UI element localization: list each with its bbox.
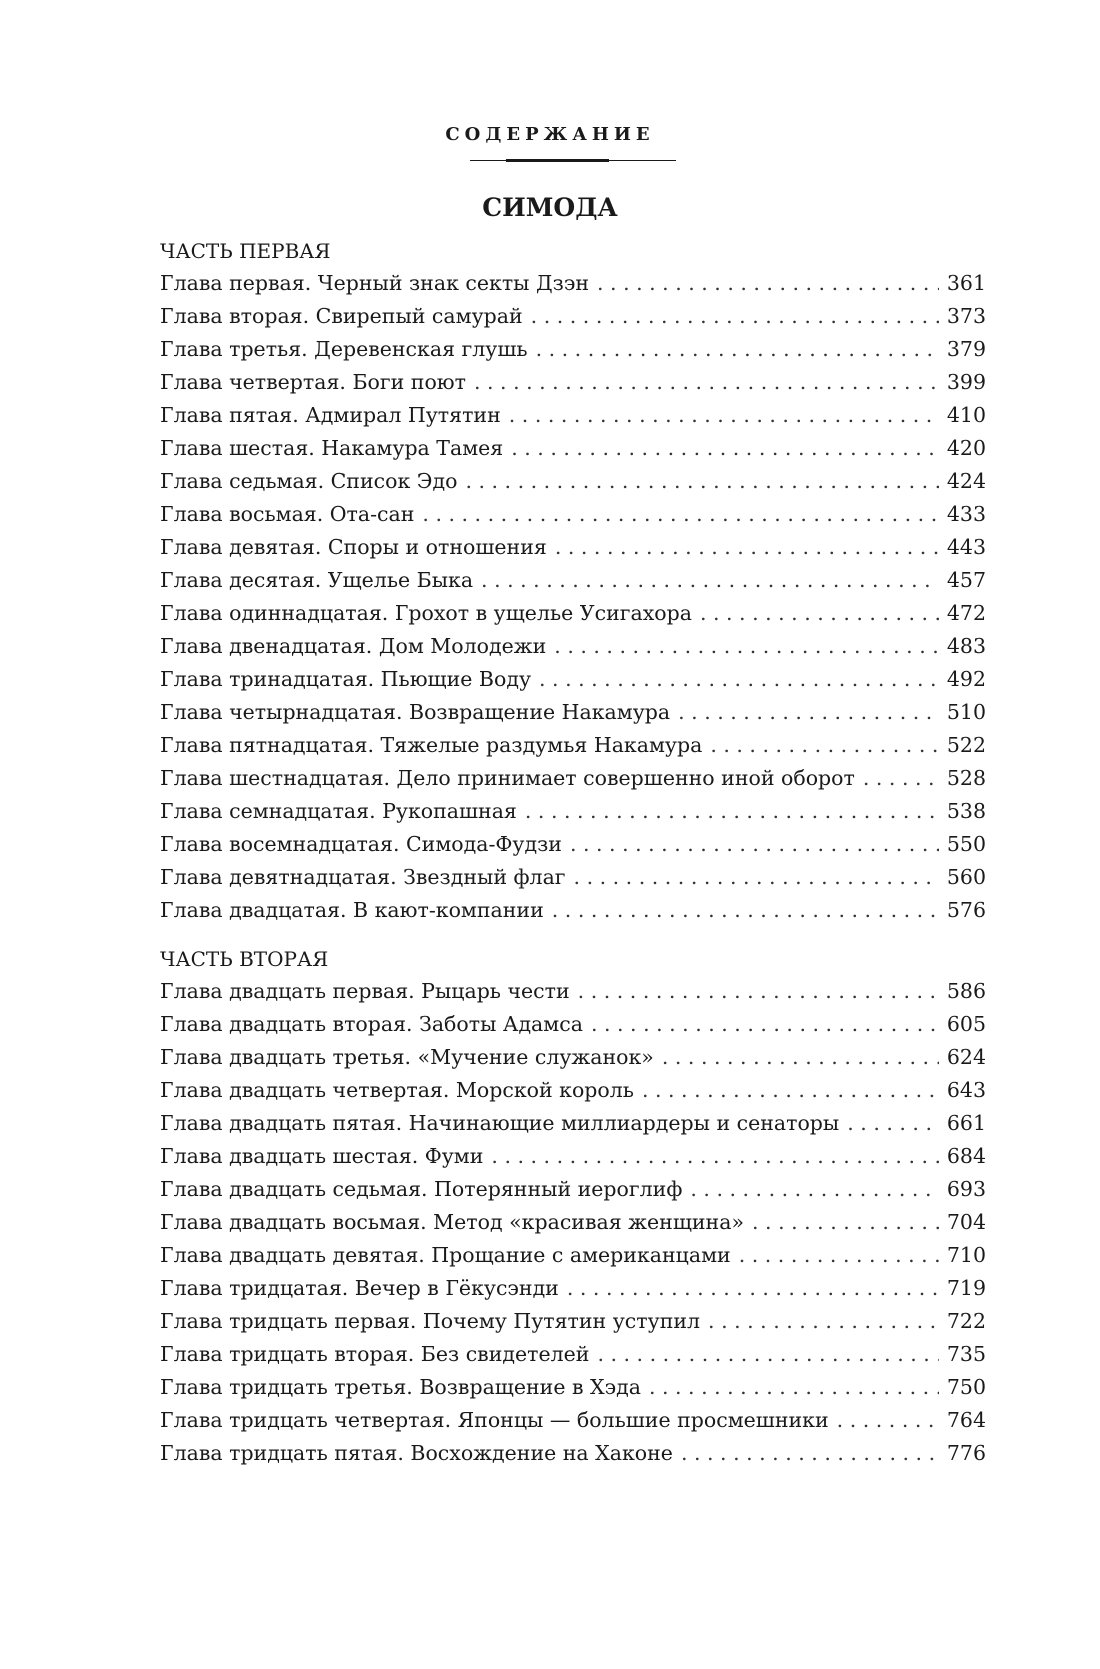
toc-leader-dots [678,696,939,729]
toc-entry-title: Глава двадцать четвертая. Морской король [160,1078,634,1102]
toc-entry-page: 750 [946,1375,986,1399]
part-label: ЧАСТЬ ВТОРАЯ [160,947,329,971]
toc-entry-title: Глава двадцать вторая. Заботы Адамса [160,1012,583,1036]
toc-entry-page: 457 [946,568,986,592]
toc-leader-dots [708,1305,939,1338]
toc-entry [160,1272,986,1305]
toc-entry [160,828,986,861]
toc-entry-page: 379 [946,337,986,361]
toc-entry [160,465,986,498]
toc-leader-dots [574,861,939,894]
toc-leader-dots [465,465,938,498]
toc-leader-dots [597,1338,938,1371]
toc-entry [160,975,986,1008]
toc-leader-dots [591,1008,939,1041]
toc-entry-title: Глава первая. Черный знак секты Дзэн [160,271,589,295]
toc-entry [160,300,986,333]
toc-entry-page: 528 [946,766,986,790]
toc-entry-page: 483 [946,634,986,658]
toc-entry [160,861,986,894]
toc-leader-dots [531,300,939,333]
toc-leader-dots [570,828,939,861]
toc-entry-page: 684 [946,1144,986,1168]
toc-entry [160,795,986,828]
toc-entry-page: 410 [946,403,986,427]
toc-leader-dots [710,729,939,762]
toc-entry-title: Глава тридцать первая. Почему Путятин уступил [160,1309,701,1333]
toc-leader-dots [509,399,939,432]
toc-entry [160,1041,986,1074]
toc-entry-title: Глава двадцать восьмая. Метод «красивая женщина» [160,1210,744,1234]
toc-entry [160,564,986,597]
toc-leader-dots [578,975,939,1008]
header-rule-accent [506,159,609,162]
toc-leader-dots [555,531,939,564]
toc-entry [160,1437,986,1470]
toc-entry-page: 776 [946,1441,986,1465]
toc-entry-title: Глава тридцать третья. Возвращение в Хэда [160,1375,641,1399]
toc-entry [160,498,986,531]
toc-entry-page: 722 [946,1309,986,1333]
toc-leader-dots [552,894,939,927]
toc-entry [160,267,986,300]
toc-leader-dots [491,1140,938,1173]
toc-entry-page: 492 [946,667,986,691]
toc-entry-page: 522 [946,733,986,757]
toc-entry-title: Глава тридцатая. Вечер в Гёкусэнди [160,1276,559,1300]
toc-entry-title: Глава вторая. Свирепый самурай [160,304,523,328]
toc-entry [160,1173,986,1206]
toc-entry [160,333,986,366]
toc-entry [160,630,986,663]
toc-entry-page: 424 [946,469,986,493]
toc-entry [160,729,986,762]
toc-entry-page: 373 [946,304,986,328]
toc-entry [160,1074,986,1107]
running-head: СОДЕРЖАНИЕ [445,124,655,145]
toc-entry-title: Глава шестая. Накамура Тамея [160,436,504,460]
toc-leader-dots [511,432,939,465]
toc-entry-title: Глава девятая. Споры и отношения [160,535,547,559]
toc-entry [160,399,986,432]
toc-entry [160,597,986,630]
toc-entry-page: 550 [946,832,986,856]
toc-entry-title: Глава двадцать первая. Рыцарь чести [160,979,570,1003]
toc-leader-dots [525,795,939,828]
toc-entry-title: Глава тридцать четвертая. Японцы — большие просмешники [160,1408,829,1432]
toc-entry-title: Глава третья. Деревенская глушь [160,337,528,361]
toc-entry-page: 719 [946,1276,986,1300]
toc-entry-title: Глава двадцать третья. «Мучение служанок» [160,1045,654,1069]
toc-entry-page: 643 [946,1078,986,1102]
toc-leader-dots [597,267,939,300]
toc-leader-dots [739,1239,939,1272]
toc-entries [160,975,986,1470]
toc-leader-dots [690,1173,938,1206]
toc-leader-dots [474,366,939,399]
toc-leader-dots [700,597,939,630]
toc-entry [160,894,986,927]
toc-entry-title: Глава двадцать седьмая. Потерянный иероглиф [160,1177,683,1201]
toc-entry [160,1371,986,1404]
toc-entries [160,267,986,927]
toc-entry-title: Глава пятнадцатая. Тяжелые раздумья Накамура [160,733,703,757]
toc-entry-title: Глава пятая. Адмирал Путятин [160,403,501,427]
toc-entry-title: Глава одиннадцатая. Грохот в ущелье Усигахора [160,601,692,625]
toc-entry-page: 704 [946,1210,986,1234]
toc-entry-page: 361 [946,271,986,295]
toc-leader-dots [847,1107,939,1140]
toc-leader-dots [642,1074,939,1107]
toc-entry-title: Глава седьмая. Список Эдо [160,469,458,493]
toc-entry [160,1008,986,1041]
toc-leader-dots [662,1041,939,1074]
toc-entry-title: Глава десятая. Ущелье Быка [160,568,474,592]
toc-entry-title: Глава тридцать пятая. Восхождение на Хаконе [160,1441,673,1465]
toc-leader-dots [567,1272,939,1305]
toc-entry-title: Глава четвертая. Боги поют [160,370,466,394]
toc-leader-dots [681,1437,939,1470]
toc-entry-page: 443 [946,535,986,559]
toc-leader-dots [554,630,939,663]
toc-entry-page: 576 [946,898,986,922]
toc-entry-title: Глава двадцать девятая. Прощание с американцами [160,1243,731,1267]
toc-entry-title: Глава двенадцатая. Дом Молодежи [160,634,547,658]
toc-leader-dots [837,1404,939,1437]
toc-entry-page: 420 [946,436,986,460]
toc-entry [160,1107,986,1140]
toc-entry [160,1404,986,1437]
toc-entry-page: 605 [946,1012,986,1036]
toc-leader-dots [863,762,939,795]
toc-entry-title: Глава тринадцатая. Пьющие Воду [160,667,532,691]
toc-entry-title: Глава двадцать шестая. Фуми [160,1144,484,1168]
toc-entry-page: 735 [946,1342,986,1366]
toc-entry-page: 764 [946,1408,986,1432]
toc-entry-title: Глава двадцать пятая. Начинающие миллиардеры и сенаторы [160,1111,840,1135]
toc-entry-title: Глава семнадцатая. Рукопашная [160,799,517,823]
toc-entry-title: Глава двадцатая. В кают-компании [160,898,544,922]
toc-entry [160,1140,986,1173]
toc-entry [160,1206,986,1239]
toc-part-one [160,235,986,927]
toc-entry-page: 472 [946,601,986,625]
toc-entry [160,432,986,465]
toc-entry [160,531,986,564]
toc-entry-page: 433 [946,502,986,526]
toc-entry [160,663,986,696]
toc-entry-page: 710 [946,1243,986,1267]
toc-entry-title: Глава четырнадцатая. Возвращение Накамура [160,700,671,724]
toc-entry-title: Глава тридцать вторая. Без свидетелей [160,1342,590,1366]
toc-entry-title: Глава восемнадцатая. Симода-Фудзи [160,832,562,856]
toc-entry-title: Глава шестнадцатая. Дело принимает совершенно иной оборот [160,766,855,790]
toc-leader-dots [422,498,938,531]
part-label: ЧАСТЬ ПЕРВАЯ [160,239,331,263]
toc-entry-page: 661 [946,1111,986,1135]
toc-entry [160,1239,986,1272]
toc-entry-page: 399 [946,370,986,394]
toc-entry-title: Глава девятнадцатая. Звездный флаг [160,865,566,889]
toc-entry [160,696,986,729]
toc-entry-page: 624 [946,1045,986,1069]
toc-entry [160,366,986,399]
toc-entry-page: 510 [946,700,986,724]
toc-entry-page: 560 [946,865,986,889]
toc-leader-dots [539,663,939,696]
toc-entry-page: 693 [946,1177,986,1201]
toc-entry-page: 586 [946,979,986,1003]
toc-entry-title: Глава восьмая. Ота-сан [160,502,415,526]
toc-leader-dots [481,564,939,597]
toc-entry [160,1305,986,1338]
toc-leader-dots [649,1371,939,1404]
toc-entry [160,1338,986,1371]
toc-part-two [160,943,986,1470]
book-title: СИМОДА [482,193,618,222]
toc-entry [160,762,986,795]
toc-leader-dots [752,1206,939,1239]
toc-leader-dots [536,333,939,366]
toc-entry-page: 538 [946,799,986,823]
